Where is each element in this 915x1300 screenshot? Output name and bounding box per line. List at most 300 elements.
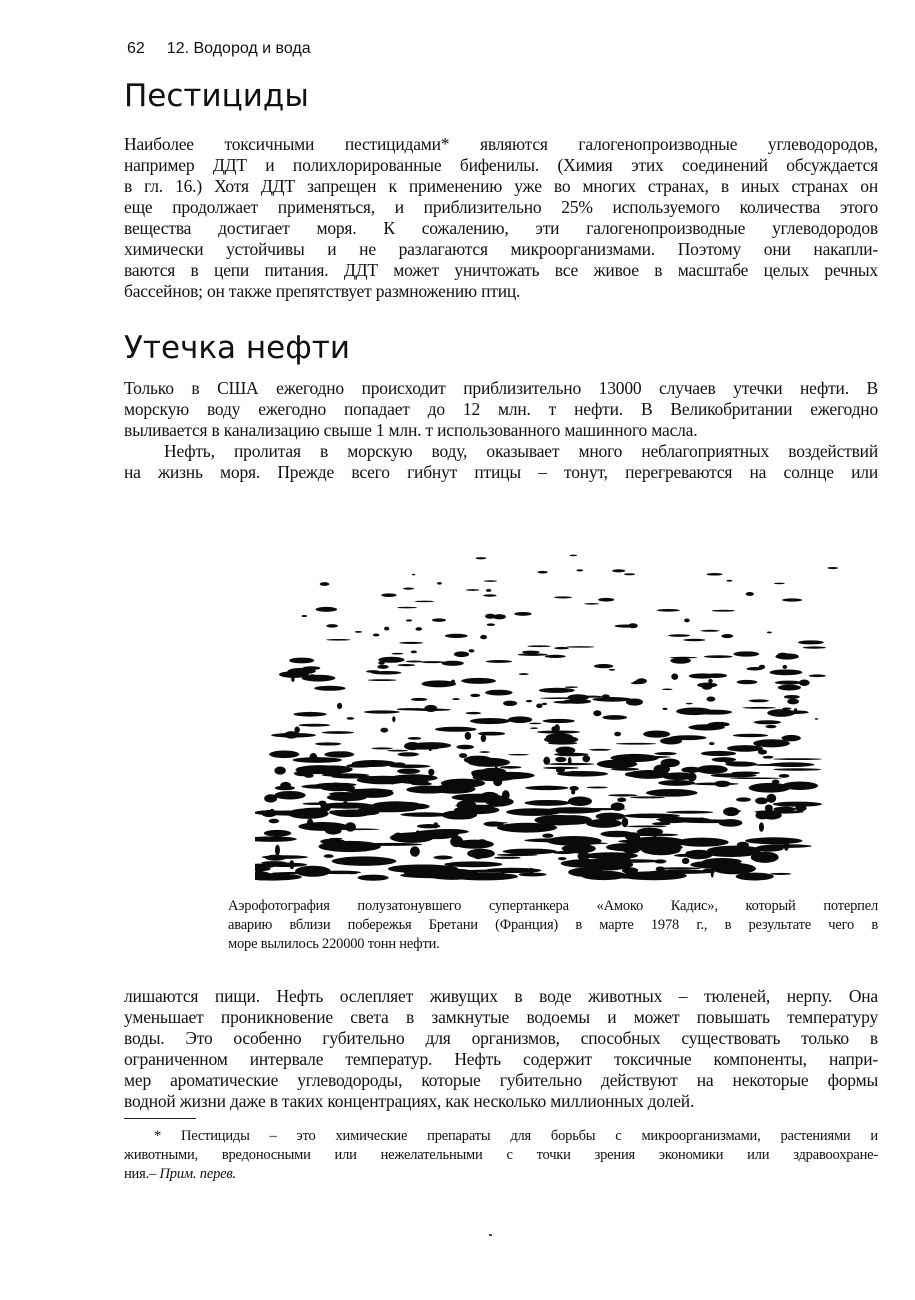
oil-slick-mark — [271, 733, 316, 737]
oil-slick-mark — [754, 720, 781, 724]
oil-slick-mark — [637, 828, 663, 836]
oil-slick-mark — [576, 569, 583, 571]
oil-slick-mark — [459, 753, 467, 758]
oil-slick-mark — [397, 664, 415, 666]
oil-slick-mark — [486, 660, 513, 663]
footnote-line: животными, вредоносными или нежелательными с точки зрения экономики или здравоохране- — [124, 1147, 878, 1163]
oil-slick-mark — [315, 742, 341, 745]
caption-line: море вылилось 220000 тонн нефти. — [228, 936, 440, 952]
oil-slick-mark — [688, 724, 724, 730]
text-line: например ДДТ и полихлорированные бифенилы. (Химия этих соединений обсуждается — [124, 155, 878, 175]
section-title-oil-spill: Утечка нефти — [124, 330, 350, 366]
oil-slick-mark — [508, 754, 529, 756]
oil-slick-mark — [534, 815, 583, 826]
oil-slick-mark — [641, 838, 673, 844]
oil-slick-mark — [782, 735, 801, 741]
oil-slick-mark — [413, 830, 459, 839]
footnote-line — [124, 1165, 878, 1184]
oil-slick-mark — [770, 873, 791, 875]
text-line: Нефть, пролитая в морскую воду, оказывает много неблагоприятных воздействий — [164, 441, 878, 461]
oil-slick-mark — [399, 642, 423, 644]
oil-slick-mark — [766, 794, 776, 803]
text-line: воды. Это особенно губительно для организмов, способных существовать только в — [124, 1028, 878, 1048]
oil-slick-mark — [400, 776, 405, 779]
oil-slick-mark — [397, 768, 420, 774]
oil-slick-mark — [465, 732, 471, 740]
oil-slick-mark — [274, 767, 285, 775]
oil-slick-mark — [721, 634, 733, 638]
footnote — [124, 1127, 878, 1184]
oil-slick-mark — [612, 569, 625, 572]
oil-slick-mark — [326, 639, 351, 641]
oil-slick-mark — [617, 798, 626, 803]
oil-slick-mark — [485, 614, 495, 619]
oil-slick-mark — [554, 647, 568, 650]
oil-slick-mark — [543, 757, 550, 765]
oil-slick-mark — [369, 803, 416, 808]
oil-slick-mark — [623, 846, 640, 853]
text-line: уменьшает проникновение света в замкнутые водоемы и может повышать температуру — [124, 1007, 878, 1027]
oil-slick-mark — [624, 573, 635, 575]
oil-slick-mark — [307, 818, 313, 828]
oil-slick-mark — [408, 737, 422, 740]
oil-slick-mark — [392, 716, 395, 722]
oil-slick-mark — [403, 588, 414, 590]
oil-slick-mark — [795, 805, 806, 811]
oil-slick-mark — [422, 680, 457, 687]
footnote-line-end: ния.– — [124, 1166, 157, 1182]
oil-slick-mark — [681, 767, 701, 773]
oil-slick-mark — [630, 796, 665, 798]
oil-slick-mark — [518, 873, 546, 877]
oil-slick-mark — [712, 610, 735, 612]
oil-slick-mark — [571, 790, 575, 795]
oil-slick-mark — [391, 653, 403, 655]
oil-slick-mark — [444, 861, 502, 867]
oil-slick-mark — [494, 857, 521, 859]
oil-slick-mark — [411, 698, 428, 701]
oil-slick-mark — [774, 583, 785, 585]
oil-slick-mark — [415, 627, 422, 631]
oil-slick-mark — [600, 831, 634, 837]
oil-slick-mark — [522, 651, 540, 654]
oil-slick-mark — [329, 792, 352, 796]
oil-slick-mark — [319, 871, 361, 874]
oil-slick-mark — [455, 840, 494, 849]
oil-slick-mark — [782, 598, 802, 601]
oil-slick-mark — [564, 686, 578, 688]
oil-slick-mark — [733, 651, 759, 656]
oil-slick-mark — [384, 627, 389, 631]
text-line: выливается в канализацию свыше 1 млн. т использованного машинного масла. — [124, 420, 698, 440]
oil-slick-mark — [484, 580, 498, 582]
oil-slick-mark — [782, 665, 787, 669]
oil-slick-mark — [373, 634, 380, 637]
oil-slick-mark — [827, 567, 838, 569]
text-line: на жизнь моря. Прежде всего гибнут птицы – тонут, перегреваются на солнце или — [124, 462, 878, 482]
text-line: ваются в цепи питания. ДДТ может уничтожать все живое в масштабе целых речных — [124, 260, 878, 280]
oil-slick-mark — [291, 676, 294, 682]
oil-slick-mark — [726, 580, 732, 582]
oil-slick-mark — [485, 690, 512, 696]
oil-slick-mark — [476, 557, 487, 559]
oil-slick-mark — [470, 718, 510, 724]
oil-slick-mark — [299, 724, 331, 727]
oil-slick-mark — [500, 766, 522, 769]
oil-slick-mark — [387, 750, 408, 752]
oil-slick-mark — [288, 668, 316, 674]
oil-slick-mark — [412, 864, 441, 867]
oil-slick-mark — [473, 850, 484, 859]
oil-slick-mark — [324, 854, 334, 858]
oil-slick-mark — [798, 640, 824, 644]
oil-slick-mark — [730, 777, 782, 779]
oil-slick-mark — [706, 573, 722, 576]
oil-slick-mark — [701, 630, 720, 632]
oil-slick-mark — [622, 817, 629, 827]
oil-slick-mark — [773, 768, 821, 770]
oil-slick-mark — [759, 822, 764, 831]
oil-slick-mark — [707, 697, 716, 702]
oil-slick-mark — [670, 657, 690, 663]
scan-speck — [489, 1234, 492, 1236]
oil-slick-mark — [658, 780, 695, 786]
oil-slick-mark — [468, 758, 510, 767]
oil-slick-mark — [609, 669, 615, 671]
oil-slick-mark — [406, 619, 412, 621]
oil-slick-mark — [463, 815, 474, 820]
oil-slick-mark — [676, 838, 729, 847]
oil-slick-mark — [622, 867, 638, 873]
oil-slick-mark — [662, 688, 672, 690]
oil-slick-mark — [554, 596, 572, 598]
oil-slick-mark — [352, 760, 396, 767]
oil-slick-mark — [765, 725, 776, 728]
oil-slick-mark — [548, 763, 595, 765]
caption-line: Аэрофотография полузатонувшего супертанкера «Амоко Кадис», который потерпел — [228, 898, 878, 914]
oil-slick-mark — [755, 797, 768, 804]
oil-slick-mark — [759, 665, 766, 669]
oil-slick-mark — [479, 751, 490, 753]
oil-slick-mark — [358, 875, 389, 881]
oil-slick-mark — [456, 745, 474, 750]
oil-slick-mark — [743, 707, 777, 709]
oil-slick-mark — [708, 679, 713, 683]
oil-slick-mark — [264, 794, 277, 802]
text-line: вещества достигает моря. К сожалению, эти галогенопроизводные углеводородов — [124, 218, 878, 238]
oil-slick-mark — [503, 849, 557, 855]
oil-slick-mark — [628, 623, 638, 628]
oil-slick-mark — [347, 717, 355, 720]
oil-slick-mark — [264, 830, 291, 837]
oil-slick-mark — [337, 703, 342, 709]
oil-slick-mark — [625, 772, 641, 777]
text-line: мер ароматические углеводороды, которые губительно действуют на некоторые формы — [124, 1070, 878, 1090]
oil-slick-mark — [586, 819, 622, 828]
oil-slick-mark — [314, 686, 346, 691]
oil-slick-mark — [526, 700, 532, 702]
oil-slick-mark — [714, 781, 730, 787]
oil-slick-mark — [406, 661, 422, 663]
oil-slick-mark — [709, 742, 715, 745]
oil-slick-mark — [587, 787, 608, 789]
oil-slick-mark — [343, 801, 347, 804]
oil-slick-mark — [329, 809, 379, 816]
oil-slick-mark — [803, 646, 826, 648]
oil-slick-mark — [469, 649, 475, 652]
oil-slick-mark — [616, 743, 656, 745]
oil-slick-mark — [777, 711, 809, 714]
oil-slick-mark — [654, 764, 670, 773]
oil-slick-mark — [437, 582, 442, 584]
photo-caption — [228, 897, 878, 954]
oil-slick-mark — [657, 867, 701, 869]
oil-slick-mark — [265, 810, 309, 815]
oil-slick-mark — [727, 745, 763, 752]
oil-slick-mark — [753, 764, 788, 766]
oil-slick-mark — [485, 778, 521, 780]
oil-slick-mark — [319, 841, 381, 852]
oil-slick-mark — [378, 661, 384, 665]
oil-tanker-aerial-photo — [255, 553, 847, 883]
oil-slick-mark — [712, 757, 736, 762]
oil-slick-mark — [656, 817, 710, 821]
oil-slick-mark — [325, 827, 342, 834]
oil-slick-mark — [480, 635, 487, 639]
oil-slick-mark — [487, 623, 495, 626]
oil-slick-mark — [608, 794, 638, 796]
oil-slick-mark — [758, 749, 767, 754]
oil-slick-mark — [787, 698, 799, 704]
oil-slick-mark — [596, 813, 626, 821]
oil-slick-mark — [450, 874, 508, 878]
oil-slick-mark — [631, 756, 670, 758]
oil-slick-mark — [668, 634, 690, 637]
oil-slick-mark — [381, 593, 396, 597]
oil-slick-mark — [539, 688, 575, 693]
oil-slick-mark — [481, 734, 486, 742]
oil-slick-mark — [542, 703, 547, 705]
text-line: водной жизни даже в таких концентрациях, как несколько миллионных долей. — [124, 1091, 695, 1111]
text-line: еще продолжает применяться, и приблизительно 25% используемого количества этого — [124, 197, 878, 217]
oil-slick-mark — [568, 757, 572, 765]
oil-slick-mark — [410, 846, 420, 856]
oil-slick-mark — [442, 661, 464, 666]
oil-slick-mark — [316, 607, 337, 612]
oil-slick-mark — [737, 680, 758, 684]
oil-slick-mark — [589, 749, 611, 751]
oil-slick-mark — [398, 752, 419, 756]
oil-slick-mark — [770, 669, 803, 675]
oil-slick-mark — [593, 710, 601, 716]
oil-slick-mark — [411, 651, 417, 654]
oil-slick-mark — [483, 594, 496, 597]
oil-slick-mark — [309, 753, 317, 761]
page-number: 62 — [127, 40, 145, 57]
oil-slick-mark — [555, 747, 575, 755]
text-line: бассейнов; он также препятствует размножению птиц. — [124, 281, 521, 301]
oil-slick-mark — [380, 728, 388, 733]
oil-slick-mark — [674, 854, 696, 857]
oil-slick-mark — [536, 704, 542, 709]
oil-slick-mark — [472, 770, 501, 780]
oil-slick-mark — [265, 855, 286, 861]
oil-slick-mark — [753, 739, 790, 747]
oil-slick-mark — [274, 791, 305, 799]
section-title-pesticides: Пестициды — [124, 78, 309, 114]
oil-slick-mark — [662, 708, 667, 710]
oil-slick-mark — [584, 603, 599, 605]
oil-slick-mark — [556, 767, 565, 773]
oil-slick-mark — [269, 819, 280, 824]
caption-line: аварию вблизи побережья Бретани (Франция) в марте 1978 г., в результате чего в — [228, 917, 878, 933]
oil-slick-mark — [725, 761, 749, 763]
oil-slick-mark — [546, 836, 601, 846]
oil-slick-mark — [371, 671, 402, 674]
oil-slick-mark — [737, 842, 749, 848]
oil-slick-mark — [542, 834, 553, 838]
oil-slick-mark — [336, 751, 352, 756]
oil-slick-mark — [484, 821, 504, 826]
oil-slick-mark — [809, 674, 826, 677]
oil-slick-mark — [411, 742, 451, 749]
running-header — [127, 40, 333, 58]
oil-slick-mark — [537, 571, 547, 574]
oil-slick-mark — [429, 872, 435, 874]
oil-slick-mark — [293, 712, 326, 717]
text-line: Только в США ежегодно происходит приблизительно 13000 случаев утечки нефти. В — [124, 378, 878, 398]
oil-slick-mark — [777, 653, 788, 659]
oil-slick-mark — [486, 589, 491, 592]
oil-slick-mark — [332, 856, 397, 865]
oil-slick-mark — [672, 774, 690, 778]
oil-slick-mark — [712, 863, 756, 874]
oil-slick-mark — [569, 555, 577, 557]
oil-slick-mark — [567, 694, 588, 700]
oil-slick-mark — [514, 612, 531, 616]
oil-slick-mark — [304, 773, 314, 778]
oil-slick-mark — [775, 681, 802, 685]
oil-slick-mark — [530, 727, 538, 729]
oil-slick-mark — [525, 786, 568, 790]
oil-slick-mark — [643, 731, 670, 738]
oil-slick-mark — [320, 582, 330, 586]
oil-slick-mark — [452, 698, 460, 700]
oil-slick-mark — [684, 618, 690, 622]
oil-slick-mark — [269, 750, 299, 758]
oil-slick-mark — [517, 810, 555, 814]
oil-slick-mark — [364, 710, 400, 713]
oil-slick-mark — [594, 664, 613, 668]
oil-slick-mark — [666, 811, 713, 814]
oil-slick-mark — [263, 863, 307, 867]
oil-slick-mark — [608, 873, 658, 878]
oil-slick-mark — [519, 673, 529, 675]
oil-slick-mark — [778, 685, 801, 691]
oil-slick-mark — [652, 822, 671, 825]
oil-slick-mark — [557, 771, 608, 777]
translator-note: Прим. перев. — [159, 1166, 236, 1182]
oil-slick-mark — [660, 737, 682, 744]
oil-slick-mark — [416, 830, 420, 834]
oil-slick-mark — [598, 598, 614, 602]
oil-slick-mark — [397, 607, 417, 609]
oil-slick-mark — [452, 794, 504, 802]
oil-slick-mark — [746, 592, 754, 596]
oil-slick-mark — [749, 699, 769, 702]
oil-slick-mark — [301, 615, 307, 617]
oil-slick-mark — [697, 682, 717, 687]
oil-slick-mark — [441, 779, 485, 788]
oil-slick-mark — [470, 694, 480, 697]
oil-slick-mark — [461, 678, 496, 684]
oil-slick-mark — [582, 755, 590, 762]
oil-slick-mark — [508, 716, 532, 723]
oil-slick-mark — [576, 808, 626, 810]
text-line: Наиболее токсичными пестицидами* являются галогенопроизводные углеводородов, — [124, 134, 878, 154]
oil-slick-mark — [754, 810, 804, 813]
oil-slick-mark — [377, 665, 388, 669]
oil-slick-mark — [782, 708, 791, 710]
oil-slick-mark — [697, 710, 732, 715]
oil-slick-mark — [554, 724, 560, 732]
pesticides-paragraph — [124, 134, 878, 302]
oil-slick-mark — [410, 708, 451, 710]
oil-slick-mark — [289, 658, 314, 664]
oil-slick-mark — [749, 783, 791, 793]
oil-slick-mark — [745, 837, 802, 844]
oil-slick-mark — [330, 783, 342, 791]
oil-slick-mark — [414, 601, 434, 603]
oil-slick-mark — [417, 824, 441, 828]
oil-slick-mark — [280, 782, 291, 789]
oil-slick-mark — [592, 697, 632, 702]
oil-slick-mark — [478, 732, 505, 736]
oil-slick-mark — [527, 645, 550, 647]
oil-slick-mark — [767, 632, 772, 634]
oil-slick-mark — [445, 634, 468, 638]
oil-slick-mark — [614, 732, 621, 737]
oil-slick-mark — [544, 736, 578, 744]
oil-slick-mark — [707, 851, 756, 857]
oil-slick-mark — [726, 810, 741, 813]
footnote-divider — [124, 1118, 196, 1119]
oil-slick-mark — [602, 715, 627, 720]
oil-slick-mark — [784, 695, 800, 699]
oil-slick-mark — [686, 851, 695, 853]
oil-slick-mark — [773, 758, 822, 760]
text-line: в гл. 16.) Хотя ДДТ запрещен к применению уже во многих странах, в иных странах он — [124, 176, 878, 196]
oil-slick-mark — [255, 836, 297, 842]
oil-slick-mark — [525, 800, 571, 806]
oil-slick-mark — [455, 805, 505, 807]
footnote-line: * Пестициды – это химические препараты для борьбы с микроорганизмами, растениями и — [154, 1128, 878, 1144]
oil-slick-mark — [686, 703, 693, 705]
text-line: ограниченном интервале температур. Нефть содержит токсичные компоненты, напри- — [124, 1049, 878, 1069]
oil-slick-mark — [293, 757, 342, 763]
oil-slick-mark — [368, 679, 397, 681]
oil-slick-mark — [731, 771, 760, 774]
oil-slick-mark — [466, 589, 479, 591]
oil-slick-mark — [671, 673, 678, 679]
chapter-title: 12. Водород и вода — [166, 40, 311, 57]
oil-slick-mark — [314, 765, 353, 773]
oil-slick-mark — [558, 857, 567, 860]
oil-slick-mark — [497, 854, 538, 856]
oil-slick-mark — [309, 674, 315, 676]
text-line: лишаются пищи. Нефть ослепляет живущих в воде животных – тюленей, нерпу. Она — [124, 986, 878, 1006]
oil-slick-mark — [702, 869, 714, 873]
